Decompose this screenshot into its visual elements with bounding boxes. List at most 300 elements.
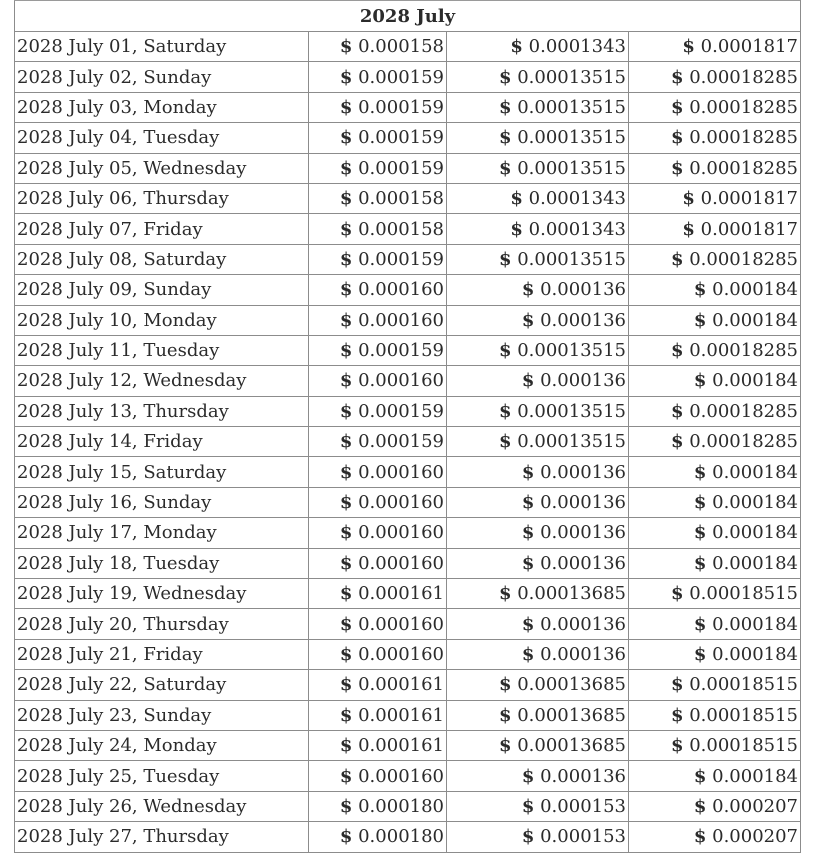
price-value: 0.0001817 bbox=[700, 36, 799, 58]
price-cell-3 bbox=[629, 670, 801, 700]
price-cell-1 bbox=[309, 427, 447, 457]
price-cell-3 bbox=[629, 335, 801, 365]
price-cell-3 bbox=[629, 487, 801, 517]
price-value: 0.00018285 bbox=[689, 340, 799, 362]
price-value: 0.000207 bbox=[712, 826, 799, 848]
date-cell: 2028 July 17, Monday bbox=[15, 518, 309, 548]
price-value: 0.000160 bbox=[358, 279, 444, 301]
table-row bbox=[15, 579, 801, 609]
price-cell-1 bbox=[309, 183, 447, 213]
price-cell-1 bbox=[309, 700, 447, 730]
price-cell-3 bbox=[629, 396, 801, 426]
price-value: 0.000160 bbox=[358, 522, 444, 544]
price-value: 0.000136 bbox=[540, 613, 626, 635]
price-value: 0.00018285 bbox=[689, 248, 799, 270]
price-cell-2 bbox=[447, 730, 629, 760]
price-cell-1 bbox=[309, 244, 447, 274]
price-value: 0.00013515 bbox=[517, 96, 626, 118]
price-value: 0.00013515 bbox=[517, 340, 626, 362]
price-cell-1 bbox=[309, 791, 447, 821]
date-cell: 2028 July 03, Monday bbox=[15, 92, 309, 122]
price-value: 0.0001343 bbox=[528, 188, 626, 210]
date-cell: 2028 July 20, Thursday bbox=[15, 609, 309, 639]
date-cell: 2028 July 21, Friday bbox=[15, 639, 309, 669]
currency-symbol: $ bbox=[693, 795, 707, 817]
currency-symbol: $ bbox=[521, 795, 535, 817]
price-cell-2 bbox=[447, 396, 629, 426]
price-value: 0.000160 bbox=[358, 644, 444, 665]
currency-symbol: $ bbox=[339, 370, 353, 392]
date-cell: 2028 July 23, Sunday bbox=[15, 700, 309, 730]
currency-symbol: $ bbox=[498, 127, 512, 149]
price-value: 0.000136 bbox=[540, 765, 626, 787]
price-cell-2 bbox=[447, 275, 629, 305]
table-row bbox=[15, 366, 801, 396]
price-value: 0.000159 bbox=[358, 340, 444, 362]
price-cell-3 bbox=[629, 518, 801, 548]
currency-symbol: $ bbox=[693, 279, 707, 301]
currency-symbol: $ bbox=[693, 552, 707, 574]
currency-symbol: $ bbox=[521, 765, 535, 787]
price-value: 0.000184 bbox=[712, 552, 799, 574]
table-row bbox=[15, 730, 801, 760]
price-cell-2 bbox=[447, 761, 629, 791]
currency-symbol: $ bbox=[339, 735, 353, 757]
date-cell: 2028 July 18, Tuesday bbox=[15, 548, 309, 578]
date-cell: 2028 July 05, Wednesday bbox=[15, 153, 309, 183]
price-cell-1 bbox=[309, 548, 447, 578]
table-row bbox=[15, 639, 801, 669]
currency-symbol: $ bbox=[693, 522, 707, 544]
currency-symbol: $ bbox=[670, 431, 684, 453]
price-value: 0.0001817 bbox=[700, 188, 799, 210]
price-cell-3 bbox=[629, 579, 801, 609]
price-cell-1 bbox=[309, 153, 447, 183]
table-row bbox=[15, 153, 801, 183]
table-title-row bbox=[15, 1, 801, 32]
currency-symbol: $ bbox=[682, 36, 695, 58]
price-value: 0.00013515 bbox=[517, 157, 626, 179]
price-value: 0.00018285 bbox=[689, 157, 799, 179]
table-row bbox=[15, 214, 801, 244]
price-cell-1 bbox=[309, 92, 447, 122]
price-value: 0.0001817 bbox=[700, 218, 799, 240]
currency-symbol: $ bbox=[339, 613, 353, 635]
price-cell-3 bbox=[629, 822, 801, 852]
price-cell-3 bbox=[629, 153, 801, 183]
price-value: 0.000184 bbox=[712, 370, 799, 392]
price-cell-2 bbox=[447, 214, 629, 244]
price-value: 0.00018285 bbox=[689, 127, 799, 149]
currency-symbol: $ bbox=[521, 309, 535, 331]
currency-symbol: $ bbox=[339, 127, 353, 149]
price-cell-1 bbox=[309, 62, 447, 92]
price-value: 0.000161 bbox=[358, 583, 444, 605]
price-cell-2 bbox=[447, 639, 629, 669]
price-value: 0.00013515 bbox=[517, 400, 626, 422]
price-value: 0.000136 bbox=[540, 492, 626, 514]
currency-symbol: $ bbox=[693, 826, 707, 848]
price-cell-1 bbox=[309, 335, 447, 365]
price-value: 0.000161 bbox=[358, 674, 444, 696]
price-cell-1 bbox=[309, 639, 447, 669]
price-value: 0.000159 bbox=[358, 400, 444, 422]
price-cell-3 bbox=[629, 244, 801, 274]
price-table bbox=[14, 0, 801, 853]
currency-symbol: $ bbox=[670, 340, 684, 362]
price-cell-1 bbox=[309, 396, 447, 426]
price-value: 0.00013685 bbox=[517, 704, 626, 726]
price-value: 0.000158 bbox=[358, 218, 444, 240]
date-cell: 2028 July 07, Friday bbox=[15, 214, 309, 244]
currency-symbol: $ bbox=[339, 248, 353, 270]
currency-symbol: $ bbox=[670, 735, 684, 757]
table-row bbox=[15, 305, 801, 335]
currency-symbol: $ bbox=[521, 370, 535, 392]
table-row bbox=[15, 700, 801, 730]
date-cell: 2028 July 24, Monday bbox=[15, 730, 309, 760]
date-cell: 2028 July 02, Sunday bbox=[15, 62, 309, 92]
currency-symbol: $ bbox=[693, 309, 707, 331]
currency-symbol: $ bbox=[693, 644, 707, 665]
date-cell: 2028 July 26, Wednesday bbox=[15, 791, 309, 821]
price-value: 0.000184 bbox=[712, 765, 799, 787]
price-value: 0.000160 bbox=[358, 765, 444, 787]
currency-symbol: $ bbox=[339, 552, 353, 574]
price-cell-2 bbox=[447, 183, 629, 213]
price-cell-2 bbox=[447, 92, 629, 122]
date-cell: 2028 July 06, Thursday bbox=[15, 183, 309, 213]
currency-symbol: $ bbox=[339, 583, 353, 605]
currency-symbol: $ bbox=[498, 674, 512, 696]
currency-symbol: $ bbox=[521, 522, 535, 544]
price-value: 0.000184 bbox=[712, 279, 799, 301]
price-cell-1 bbox=[309, 123, 447, 153]
currency-symbol: $ bbox=[670, 127, 684, 149]
price-value: 0.000180 bbox=[358, 795, 444, 817]
price-value: 0.00013515 bbox=[517, 127, 626, 149]
currency-symbol: $ bbox=[339, 704, 353, 726]
currency-symbol: $ bbox=[339, 644, 353, 665]
price-value: 0.000153 bbox=[540, 795, 626, 817]
price-cell-3 bbox=[629, 791, 801, 821]
price-cell-1 bbox=[309, 518, 447, 548]
price-value: 0.00018515 bbox=[689, 704, 799, 726]
price-cell-1 bbox=[309, 579, 447, 609]
currency-symbol: $ bbox=[339, 279, 353, 301]
table-row bbox=[15, 518, 801, 548]
price-value: 0.000136 bbox=[540, 279, 626, 301]
currency-symbol: $ bbox=[339, 461, 353, 483]
currency-symbol: $ bbox=[498, 66, 512, 88]
price-value: 0.000153 bbox=[540, 826, 626, 848]
price-value: 0.0001343 bbox=[528, 36, 626, 58]
currency-symbol: $ bbox=[498, 248, 512, 270]
price-value: 0.00013515 bbox=[517, 248, 626, 270]
table-row bbox=[15, 670, 801, 700]
price-value: 0.00018285 bbox=[689, 400, 799, 422]
table-row bbox=[15, 487, 801, 517]
date-cell: 2028 July 15, Saturday bbox=[15, 457, 309, 487]
currency-symbol: $ bbox=[521, 279, 535, 301]
price-cell-3 bbox=[629, 609, 801, 639]
price-value: 0.000159 bbox=[358, 127, 444, 149]
currency-symbol: $ bbox=[670, 674, 684, 696]
price-cell-3 bbox=[629, 639, 801, 669]
price-cell-2 bbox=[447, 670, 629, 700]
table-row bbox=[15, 62, 801, 92]
price-cell-2 bbox=[447, 244, 629, 274]
currency-symbol: $ bbox=[693, 765, 707, 787]
price-value: 0.000136 bbox=[540, 309, 626, 331]
date-cell: 2028 July 11, Tuesday bbox=[15, 335, 309, 365]
price-value: 0.0001343 bbox=[528, 218, 626, 240]
table-row bbox=[15, 123, 801, 153]
price-value: 0.000161 bbox=[358, 735, 444, 757]
price-value: 0.00013685 bbox=[517, 735, 626, 757]
price-cell-2 bbox=[447, 518, 629, 548]
currency-symbol: $ bbox=[510, 36, 523, 58]
currency-symbol: $ bbox=[339, 309, 353, 331]
price-cell-2 bbox=[447, 62, 629, 92]
price-cell-1 bbox=[309, 487, 447, 517]
currency-symbol: $ bbox=[339, 522, 353, 544]
price-value: 0.000207 bbox=[712, 795, 799, 817]
price-value: 0.00013515 bbox=[517, 431, 626, 453]
price-cell-3 bbox=[629, 427, 801, 457]
price-cell-2 bbox=[447, 305, 629, 335]
price-value: 0.000160 bbox=[358, 613, 444, 635]
price-cell-2 bbox=[447, 548, 629, 578]
currency-symbol: $ bbox=[498, 735, 512, 757]
currency-symbol: $ bbox=[498, 704, 512, 726]
currency-symbol: $ bbox=[339, 340, 353, 362]
price-cell-1 bbox=[309, 761, 447, 791]
price-value: 0.000180 bbox=[358, 826, 444, 848]
currency-symbol: $ bbox=[339, 400, 353, 422]
price-cell-2 bbox=[447, 579, 629, 609]
price-cell-3 bbox=[629, 366, 801, 396]
currency-symbol: $ bbox=[339, 157, 353, 179]
date-cell: 2028 July 09, Sunday bbox=[15, 275, 309, 305]
currency-symbol: $ bbox=[339, 188, 353, 210]
price-value: 0.000136 bbox=[540, 522, 626, 544]
date-cell: 2028 July 14, Friday bbox=[15, 427, 309, 457]
currency-symbol: $ bbox=[670, 400, 684, 422]
price-cell-2 bbox=[447, 700, 629, 730]
price-cell-2 bbox=[447, 123, 629, 153]
currency-symbol: $ bbox=[339, 795, 353, 817]
table-row bbox=[15, 609, 801, 639]
currency-symbol: $ bbox=[510, 188, 523, 210]
price-cell-3 bbox=[629, 214, 801, 244]
price-table-container bbox=[14, 0, 800, 853]
price-cell-3 bbox=[629, 183, 801, 213]
price-cell-2 bbox=[447, 366, 629, 396]
currency-symbol: $ bbox=[670, 704, 684, 726]
price-value: 0.00018285 bbox=[689, 66, 799, 88]
price-value: 0.000158 bbox=[358, 36, 444, 58]
price-value: 0.000159 bbox=[358, 248, 444, 270]
price-value: 0.000184 bbox=[712, 613, 799, 635]
currency-symbol: $ bbox=[521, 644, 535, 665]
table-row bbox=[15, 822, 801, 852]
table-row bbox=[15, 396, 801, 426]
price-value: 0.000159 bbox=[358, 431, 444, 453]
price-value: 0.000184 bbox=[712, 309, 799, 331]
currency-symbol: $ bbox=[339, 492, 353, 514]
price-cell-1 bbox=[309, 214, 447, 244]
price-cell-2 bbox=[447, 427, 629, 457]
price-value: 0.000159 bbox=[358, 157, 444, 179]
price-cell-2 bbox=[447, 457, 629, 487]
price-cell-1 bbox=[309, 366, 447, 396]
table-row bbox=[15, 457, 801, 487]
date-cell: 2028 July 22, Saturday bbox=[15, 670, 309, 700]
price-value: 0.00013685 bbox=[517, 674, 626, 696]
currency-symbol: $ bbox=[339, 66, 353, 88]
price-cell-2 bbox=[447, 609, 629, 639]
price-cell-1 bbox=[309, 32, 447, 62]
currency-symbol: $ bbox=[339, 431, 353, 453]
table-row bbox=[15, 335, 801, 365]
currency-symbol: $ bbox=[339, 674, 353, 696]
price-value: 0.00018515 bbox=[689, 735, 799, 757]
price-cell-2 bbox=[447, 487, 629, 517]
price-cell-1 bbox=[309, 609, 447, 639]
price-cell-1 bbox=[309, 670, 447, 700]
currency-symbol: $ bbox=[498, 400, 512, 422]
price-value: 0.000184 bbox=[712, 522, 799, 544]
price-value: 0.00013685 bbox=[517, 583, 626, 605]
price-cell-3 bbox=[629, 62, 801, 92]
price-cell-1 bbox=[309, 457, 447, 487]
currency-symbol: $ bbox=[693, 461, 707, 483]
table-row bbox=[15, 548, 801, 578]
currency-symbol: $ bbox=[521, 613, 535, 635]
table-title: 2028 July bbox=[15, 1, 801, 32]
price-value: 0.000136 bbox=[540, 370, 626, 392]
table-row bbox=[15, 791, 801, 821]
currency-symbol: $ bbox=[693, 370, 707, 392]
currency-symbol: $ bbox=[339, 96, 353, 118]
date-cell: 2028 July 08, Saturday bbox=[15, 244, 309, 274]
price-cell-3 bbox=[629, 305, 801, 335]
price-value: 0.00013515 bbox=[517, 66, 626, 88]
price-value: 0.000159 bbox=[358, 96, 444, 118]
currency-symbol: $ bbox=[693, 613, 707, 635]
currency-symbol: $ bbox=[498, 157, 512, 179]
currency-symbol: $ bbox=[670, 583, 684, 605]
date-cell: 2028 July 12, Wednesday bbox=[15, 366, 309, 396]
price-value: 0.00018285 bbox=[689, 96, 799, 118]
price-value: 0.000159 bbox=[358, 66, 444, 88]
price-cell-2 bbox=[447, 791, 629, 821]
price-cell-3 bbox=[629, 457, 801, 487]
price-cell-3 bbox=[629, 700, 801, 730]
currency-symbol: $ bbox=[498, 96, 512, 118]
price-cell-2 bbox=[447, 335, 629, 365]
price-value: 0.000160 bbox=[358, 492, 444, 514]
price-cell-1 bbox=[309, 730, 447, 760]
currency-symbol: $ bbox=[521, 492, 535, 514]
currency-symbol: $ bbox=[498, 340, 512, 362]
price-value: 0.000158 bbox=[358, 188, 444, 210]
currency-symbol: $ bbox=[693, 492, 707, 514]
price-cell-1 bbox=[309, 305, 447, 335]
price-value: 0.00018515 bbox=[689, 583, 799, 605]
price-value: 0.000184 bbox=[712, 644, 799, 665]
currency-symbol: $ bbox=[339, 36, 353, 58]
price-value: 0.00018515 bbox=[689, 674, 799, 696]
price-cell-2 bbox=[447, 153, 629, 183]
price-value: 0.000184 bbox=[712, 492, 799, 514]
price-value: 0.000160 bbox=[358, 370, 444, 392]
price-cell-2 bbox=[447, 32, 629, 62]
price-value: 0.000136 bbox=[540, 461, 626, 483]
price-cell-1 bbox=[309, 275, 447, 305]
currency-symbol: $ bbox=[682, 188, 695, 210]
price-value: 0.000160 bbox=[358, 461, 444, 483]
price-value: 0.000160 bbox=[358, 552, 444, 574]
table-row bbox=[15, 275, 801, 305]
price-cell-3 bbox=[629, 730, 801, 760]
table-row bbox=[15, 244, 801, 274]
currency-symbol: $ bbox=[670, 96, 684, 118]
price-value: 0.000161 bbox=[358, 704, 444, 726]
price-cell-3 bbox=[629, 275, 801, 305]
currency-symbol: $ bbox=[339, 826, 353, 848]
price-cell-1 bbox=[309, 822, 447, 852]
date-cell: 2028 July 25, Tuesday bbox=[15, 761, 309, 791]
date-cell: 2028 July 01, Saturday bbox=[15, 32, 309, 62]
price-value: 0.000184 bbox=[712, 461, 799, 483]
price-cell-3 bbox=[629, 92, 801, 122]
price-value: 0.000160 bbox=[358, 309, 444, 331]
currency-symbol: $ bbox=[521, 826, 535, 848]
table-row bbox=[15, 183, 801, 213]
currency-symbol: $ bbox=[498, 431, 512, 453]
table-row bbox=[15, 427, 801, 457]
price-value: 0.00018285 bbox=[689, 431, 799, 453]
currency-symbol: $ bbox=[498, 583, 512, 605]
currency-symbol: $ bbox=[510, 218, 523, 240]
date-cell: 2028 July 13, Thursday bbox=[15, 396, 309, 426]
table-row bbox=[15, 32, 801, 62]
date-cell: 2028 July 27, Thursday bbox=[15, 822, 309, 852]
currency-symbol: $ bbox=[670, 66, 684, 88]
table-row bbox=[15, 761, 801, 791]
price-cell-3 bbox=[629, 761, 801, 791]
price-cell-3 bbox=[629, 123, 801, 153]
price-cell-2 bbox=[447, 822, 629, 852]
date-cell: 2028 July 04, Tuesday bbox=[15, 123, 309, 153]
currency-symbol: $ bbox=[521, 552, 535, 574]
price-value: 0.000136 bbox=[540, 552, 626, 574]
date-cell: 2028 July 19, Wednesday bbox=[15, 579, 309, 609]
currency-symbol: $ bbox=[682, 218, 695, 240]
table-body bbox=[15, 32, 801, 853]
date-cell: 2028 July 16, Sunday bbox=[15, 487, 309, 517]
price-value: 0.000136 bbox=[540, 644, 626, 665]
date-cell: 2028 July 10, Monday bbox=[15, 305, 309, 335]
currency-symbol: $ bbox=[521, 461, 535, 483]
price-cell-3 bbox=[629, 548, 801, 578]
price-cell-3 bbox=[629, 32, 801, 62]
table-row bbox=[15, 92, 801, 122]
currency-symbol: $ bbox=[670, 248, 684, 270]
currency-symbol: $ bbox=[670, 157, 684, 179]
